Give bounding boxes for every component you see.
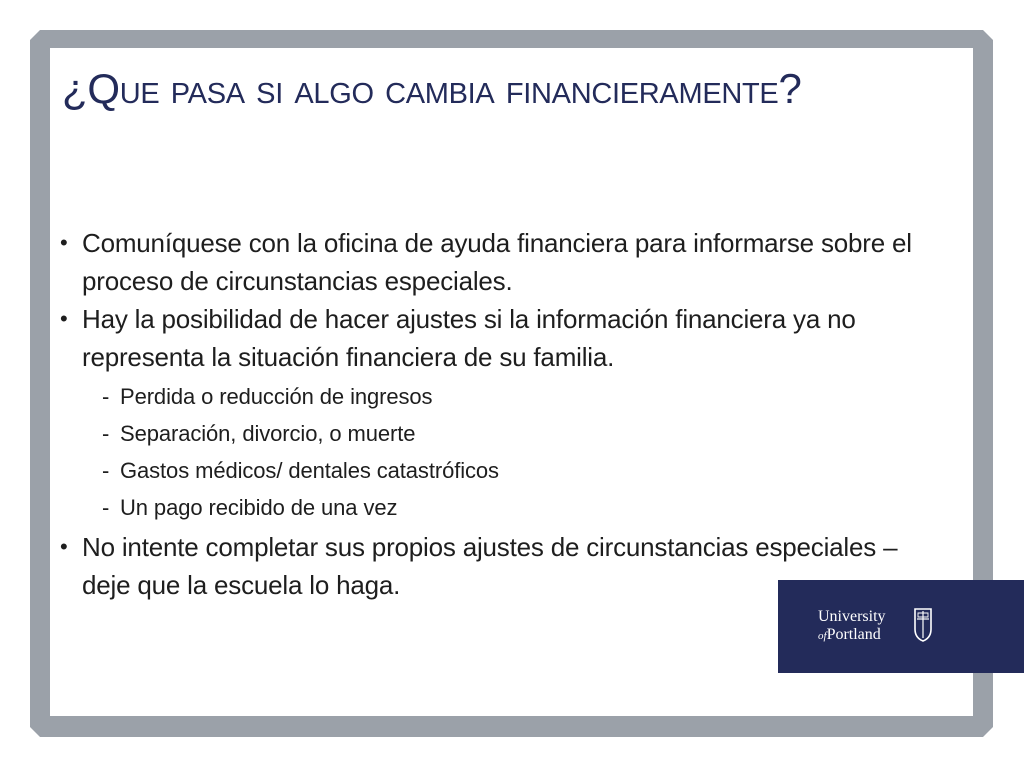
university-logo: [778, 580, 1024, 673]
dash-icon: -: [102, 495, 110, 520]
logo-line-portland: [818, 626, 886, 645]
logo-line-university: University: [818, 608, 886, 625]
logo-wordmark: [818, 608, 886, 645]
sub-list: [60, 376, 950, 528]
bullet-text: Comuníquese con la oficina de ayuda financiera para informarse sobre el proceso de circunstancias especiales.: [82, 228, 912, 296]
sub-item: [102, 452, 950, 489]
sub-item-text: Perdida o reducción de ingresos: [120, 384, 433, 409]
bullet-dot-icon: •: [60, 534, 68, 559]
title-close-mark: ?: [778, 65, 802, 112]
dash-icon: -: [102, 458, 110, 483]
dash-icon: -: [102, 384, 110, 409]
title-open-mark: ¿: [62, 65, 88, 112]
bullet-text: Hay la posibilidad de hacer ajustes si la información financiera ya no representa la situación financiera de su familia.: [82, 304, 856, 372]
sub-item-text: Gastos médicos/ dentales catastróficos: [120, 458, 499, 483]
bullet-dot-icon: •: [60, 230, 68, 255]
logo-of: of: [818, 630, 827, 642]
bullet-dot-icon: •: [60, 306, 68, 331]
sub-item: [102, 378, 950, 415]
dash-icon: -: [102, 421, 110, 446]
title-text: Que pasa si algo cambia financieramente: [87, 65, 779, 112]
bullet-text: No intente completar sus propios ajustes de circunstancias especiales – deje que la escuela lo haga.: [82, 532, 898, 600]
bullet-list: [60, 224, 950, 604]
logo-portland: Portland: [826, 626, 881, 643]
shield-icon: [913, 607, 933, 643]
slide-title: [62, 58, 942, 120]
bullet-item: [60, 224, 950, 300]
sub-item: [102, 489, 950, 526]
sub-item-text: Un pago recibido de una vez: [120, 495, 398, 520]
bullet-item: [60, 300, 950, 376]
sub-item: [102, 415, 950, 452]
sub-item-text: Separación, divorcio, o muerte: [120, 421, 416, 446]
